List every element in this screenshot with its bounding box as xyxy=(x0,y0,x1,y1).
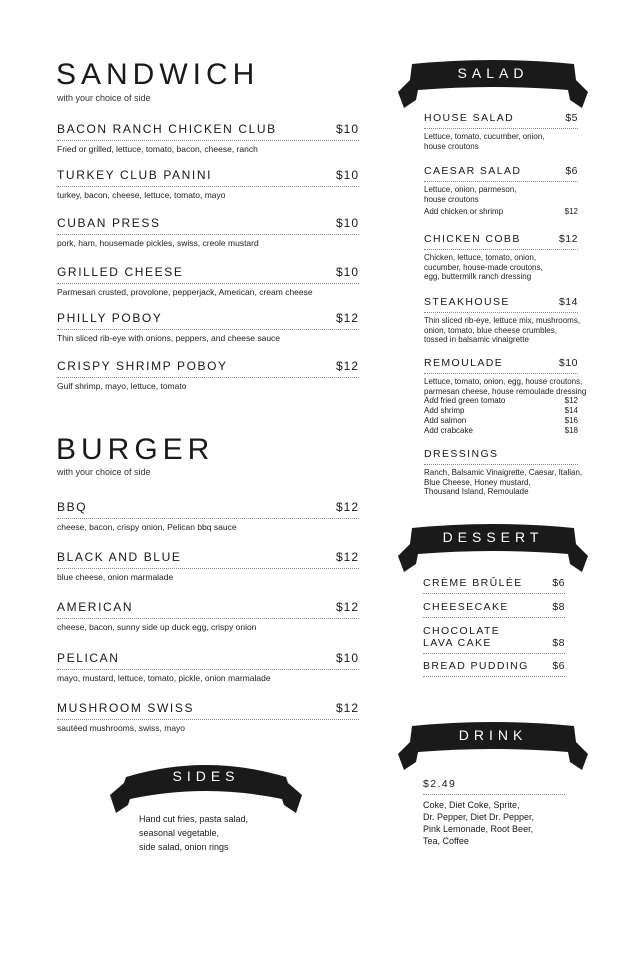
sandwich-title: SANDWICH xyxy=(56,58,260,91)
menu-item: BACON RANCH CHICKEN CLUB $10 Fried or grilled, lettuce, tomato, bacon, cheese, ranch xyxy=(57,122,359,154)
menu-item: PHILLY POBOY $12 Thin sliced rib-eye with onions, peppers, and cheese sauce xyxy=(57,311,359,343)
menu-item: TURKEY CLUB PANINI $10 turkey, bacon, cheese, lettuce, tomato, mayo xyxy=(57,168,359,200)
salad-title: SALAD xyxy=(457,65,529,81)
dessert-item: CRÈME BRÛLÉE $6 xyxy=(423,577,565,594)
dessert-banner xyxy=(398,520,588,576)
menu-item: CRISPY SHRIMP POBOY $12 Gulf shrimp, mayo, lettuce, tomato xyxy=(57,359,359,391)
salad-item: CHICKEN COBB $12 Chicken, lettuce, tomato, onion, cucumber, house-made croutons, egg, buttermilk ranch dressing xyxy=(424,233,578,281)
sides-list: Hand cut fries, pasta salad, seasonal vegetable, side salad, onion rings xyxy=(139,814,249,852)
menu-item: BBQ $12 cheese, bacon, crispy onion, Pelican bbq sauce xyxy=(57,500,359,532)
menu-item: BLACK AND BLUE $12 blue cheese, onion marmalade xyxy=(57,550,359,582)
salad-item: CAESAR SALAD $6 Lettuce, onion, parmeson, house croutons Add chicken or shrimp $12 xyxy=(424,165,578,216)
menu-item: PELICAN $10 mayo, mustard, lettuce, tomato, pickle, onion marmalade xyxy=(57,651,359,683)
menu-item: GRILLED CHEESE $10 Parmesan crusted, provolone, pepperjack, American, cream cheese xyxy=(57,265,359,297)
burger-subtitle: with your choice of side xyxy=(57,467,151,477)
menu-item: CUBAN PRESS $10 pork, ham, housemade pickles, swiss, creole mustard xyxy=(57,216,359,248)
drink-title: DRINK xyxy=(458,727,528,743)
dressings: DRESSINGS Ranch, Balsamic Vinaigrette, Caesar, Italian, Blue Cheese, Honey mustard, Thousand Island, Remoulade xyxy=(424,448,583,496)
dessert-item: CHEESECAKE $8 xyxy=(423,601,565,618)
dessert-item: CHOCOLATE LAVA CAKE $8 xyxy=(423,625,565,654)
addon-row: Add chicken or shrimp $12 xyxy=(424,207,578,216)
addon-list: Add fried green tomato $12 Add shrimp $14 Add salmon $16 Add crabcake $18 xyxy=(424,396,578,435)
salad-item: REMOULADE $10 Lettuce, tomato, onion, egg, house croutons, parmesan cheese, house remoulade dressing Add fried green tomato $12 Add shrimp $14 Add salmon $16 Add crabcake $18 xyxy=(424,357,587,435)
dessert-title: DESSERT xyxy=(442,529,544,545)
menu-item: MUSHROOM SWISS $12 sautéed mushrooms, swiss, mayo xyxy=(57,701,359,733)
drink-banner xyxy=(398,718,588,774)
salad-banner xyxy=(398,56,588,112)
salad-item: STEAKHOUSE $14 Thin sliced rib-eye, lettuce mix, mushrooms, onion, tomato, blue cheese crumbles, tossed in balsamic vinaigrette xyxy=(424,296,581,344)
menu-item: AMERICAN $12 cheese, bacon, sunny side up duck egg, crispy onion xyxy=(57,600,359,632)
burger-title: BURGER xyxy=(56,433,215,466)
drink-item: $2.49 Coke, Diet Coke, Sprite, Dr. Pepper, Diet Dr. Pepper, Pink Lemonade, Root Beer, Tea, Coffee xyxy=(423,778,565,847)
sides-title: SIDES xyxy=(172,768,240,784)
sandwich-subtitle: with your choice of side xyxy=(57,93,151,103)
salad-item: HOUSE SALAD $5 Lettuce, tomato, cucumber, onion, house croutons xyxy=(424,112,578,151)
dessert-item: BREAD PUDDING $6 xyxy=(423,660,565,677)
